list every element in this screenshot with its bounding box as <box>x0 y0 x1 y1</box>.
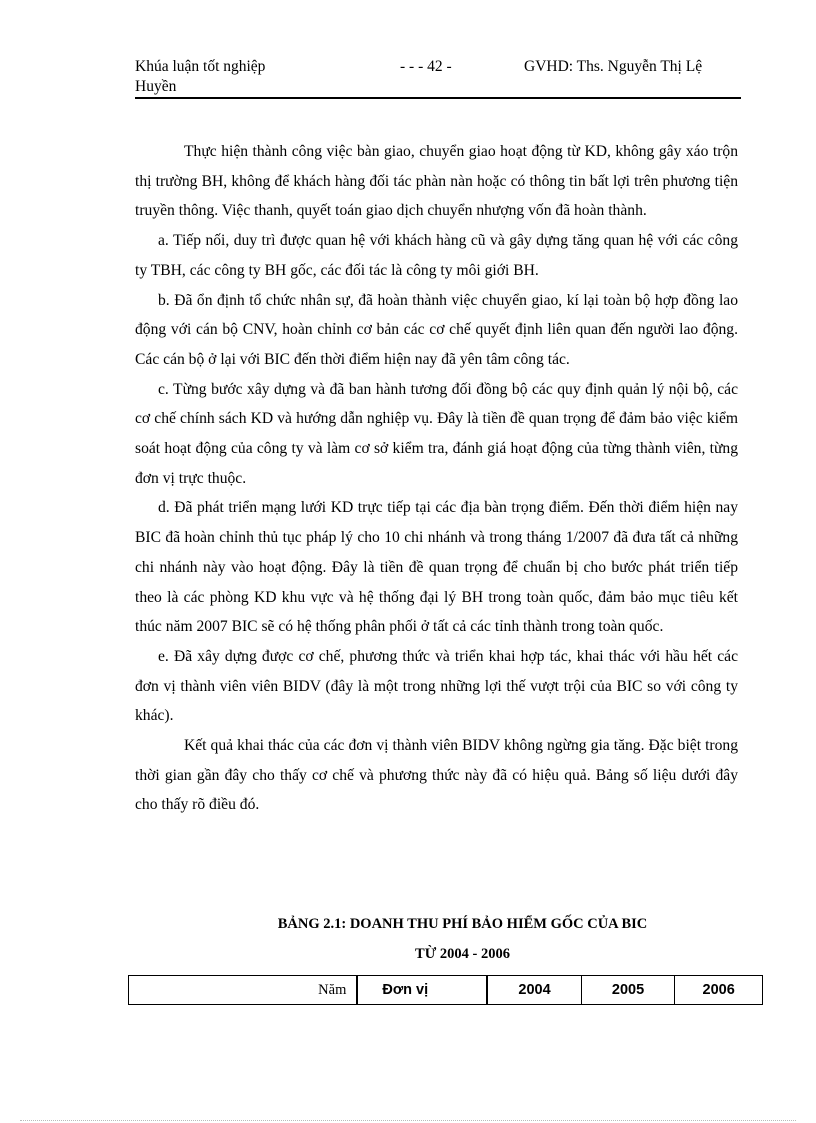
paragraph-results: Kết quả khai thác của các đơn vị thành viên BIDV không ngừng gia tăng. Đặc biệt trong thời gian gần đây cho thấy cơ chế và phương thức này đã có hiệu quả. Bảng số liệu dưới đây cho thấy rõ điều đó. <box>135 737 738 814</box>
page-number: - - - 42 - <box>400 58 452 75</box>
paragraph-intro: Thực hiện thành công việc bàn giao, chuyển giao hoạt động từ KD, không gây xáo trộn thị trường BH, không để khách hàng đối tác phàn nàn hoặc có thông tin bất lợi trên phương tiện truyền thông. Việc thanh, quyết toán giao dịch chuyển nhượng vốn đã hoàn thành. <box>135 143 738 220</box>
table-header-row <box>129 976 763 1005</box>
table-caption: BẢNG 2.1: DOANH THU PHÍ BẢO HIỂM GỐC CỦA BIC <box>277 916 648 932</box>
header-year-2004: 2004 <box>487 976 581 1005</box>
advisor-label: GVHD: Ths. Nguyễn Thị Lệ <box>524 58 703 75</box>
revenue-table <box>128 975 763 1005</box>
header-year-label: Năm <box>129 976 358 1005</box>
table-caption-years: TỪ 2004 - 2006 <box>415 946 510 962</box>
header-year-2006: 2006 <box>675 976 763 1005</box>
list-item-d: d. Đã phát triển mạng lưới KD trực tiếp tại các địa bàn trọng điểm. Đến thời điểm hiện nay BIC đã hoàn chỉnh thủ tục pháp lý cho 10 chi nhánh và trong tháng 1/2007 đã đưa tất cả những chi nhánh này vào hoạt động. Đây là tiền đề quan trọng để chuẩn bị cho bước phát triển tiếp theo là các phòng KD khu vực và hệ thống đại lý BH trong toàn quốc, đảm bảo mục tiêu kết thúc năm 2007 BIC sẽ có hệ thống phân phối ở tất cả các tỉnh thành trong toàn quốc. <box>135 499 738 636</box>
body-text <box>135 137 738 820</box>
header-divider <box>135 97 741 99</box>
page-bottom-edge <box>20 1120 796 1121</box>
list-item-e: e. Đã xây dựng được cơ chế, phương thức và triển khai hợp tác, khai thác với hầu hết các đơn vị thành viên viên BIDV (đây là một trong những lợi thế vượt trội của BIC so với công ty khác). <box>135 647 738 725</box>
header-year-2005: 2005 <box>581 976 675 1005</box>
list-item-c: c. Từng bước xây dựng và đã ban hành tương đối đồng bộ các quy định quản lý nội bộ, các cơ chế chính sách KD và hướng dẫn nghiệp vụ. Đây là tiền đề quan trọng để đảm bảo việc kiểm soát hoạt động của công ty và làm cơ sở kiểm tra, đánh giá hoạt động của từng thành viên, từng đơn vị trực thuộc. <box>135 380 738 487</box>
list-item-a: a. Tiếp nối, duy trì được quan hệ với khách hàng cũ và gây dựng tăng quan hệ với các công ty TBH, các công ty BH gốc, các đối tác là công ty môi giới BH. <box>135 232 738 279</box>
header-unit: Đơn vị <box>357 976 487 1005</box>
thesis-label: Khúa luận tốt nghiệp <box>135 58 266 75</box>
advisor-label-continued: Huyền <box>135 78 177 95</box>
list-item-b: b. Đã ổn định tổ chức nhân sự, đã hoàn thành việc chuyển giao, kí lại toàn bộ hợp đồng lao động với cán bộ CNV, hoàn chỉnh cơ bản các cơ chế quyết định liên quan đến người lao động. Các cán bộ ở lại với BIC đến thời điểm hiện nay đã yên tâm công tác. <box>135 291 738 368</box>
